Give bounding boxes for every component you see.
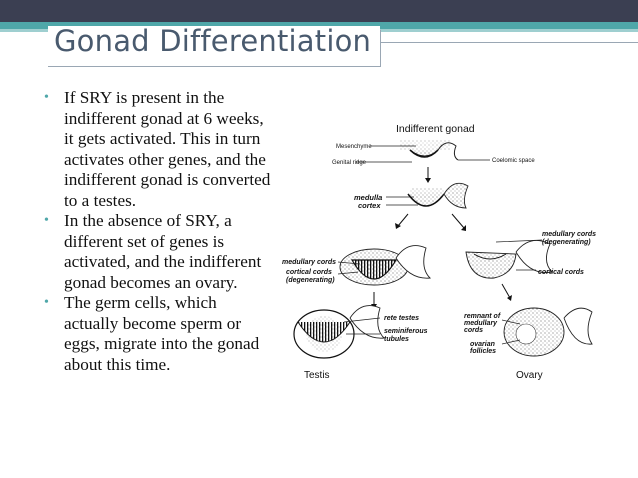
label-remnant: remnant of (464, 313, 501, 320)
gonad-diagram (280, 112, 610, 388)
bullet-list (44, 88, 272, 375)
label-testis: Testis (304, 370, 330, 381)
label-cortical-cords-degen-sub: (degenerating) (286, 277, 335, 284)
page-title: Gonad Differentiation (54, 24, 372, 58)
indifferent-gonad-top (400, 140, 458, 160)
figure-title: Indifferent gonad (396, 123, 475, 135)
label-medullary-cords-degen: medullary cords (542, 231, 597, 238)
label-mesenchyme: Mesenchyme (336, 144, 372, 150)
label-rete-testes: rete testes (384, 315, 420, 322)
label-tubules: tubules (384, 336, 409, 343)
title-rule (380, 42, 638, 43)
label-cortical-cords-degen: cortical cords (286, 269, 332, 276)
testis-final (294, 306, 384, 358)
label-remnant-cords: cords (464, 327, 484, 334)
label-cortex: cortex (358, 201, 381, 210)
bullet-item: • If SRY is present in the indifferent gonad at 6 weeks, it gets activated. This in turn activates other genes, and the indifferent gonad is converted to a testes. (44, 88, 271, 210)
bullet-icon: • (44, 90, 49, 105)
label-medullary-cords: medullary cords (282, 259, 337, 266)
top-bar (0, 0, 638, 22)
label-cortical-cords: cortical cords (538, 269, 584, 276)
label-ovarian: ovarian (470, 341, 495, 348)
label-medulla: medulla (354, 193, 383, 202)
bullet-item: • In the absence of SRY, a different set of genes is activated, and the indifferent gonad becomes an ovary. (44, 211, 262, 292)
bullet-icon: • (44, 295, 49, 310)
ovary-final (504, 308, 592, 356)
title-underline (48, 66, 380, 67)
differentiating-gonad (408, 183, 468, 208)
bullet-icon: • (44, 213, 49, 228)
label-genital-ridge: Genital ridge (332, 160, 367, 166)
bullet-item: • The germ cells, which actually become sperm or eggs, migrate into the gonad about this time. (44, 293, 260, 374)
label-medullary-cords-degen-sub: (degenerating) (542, 239, 591, 246)
label-remnant-medullary: medullary (464, 320, 498, 327)
label-ovary: Ovary (516, 370, 543, 381)
title-frame (380, 30, 381, 67)
label-seminiferous: seminiferous (384, 328, 428, 335)
label-follicles: follicles (470, 348, 497, 355)
label-coelomic-space: Coelomic space (492, 158, 535, 164)
testis-intermediate (340, 246, 430, 285)
